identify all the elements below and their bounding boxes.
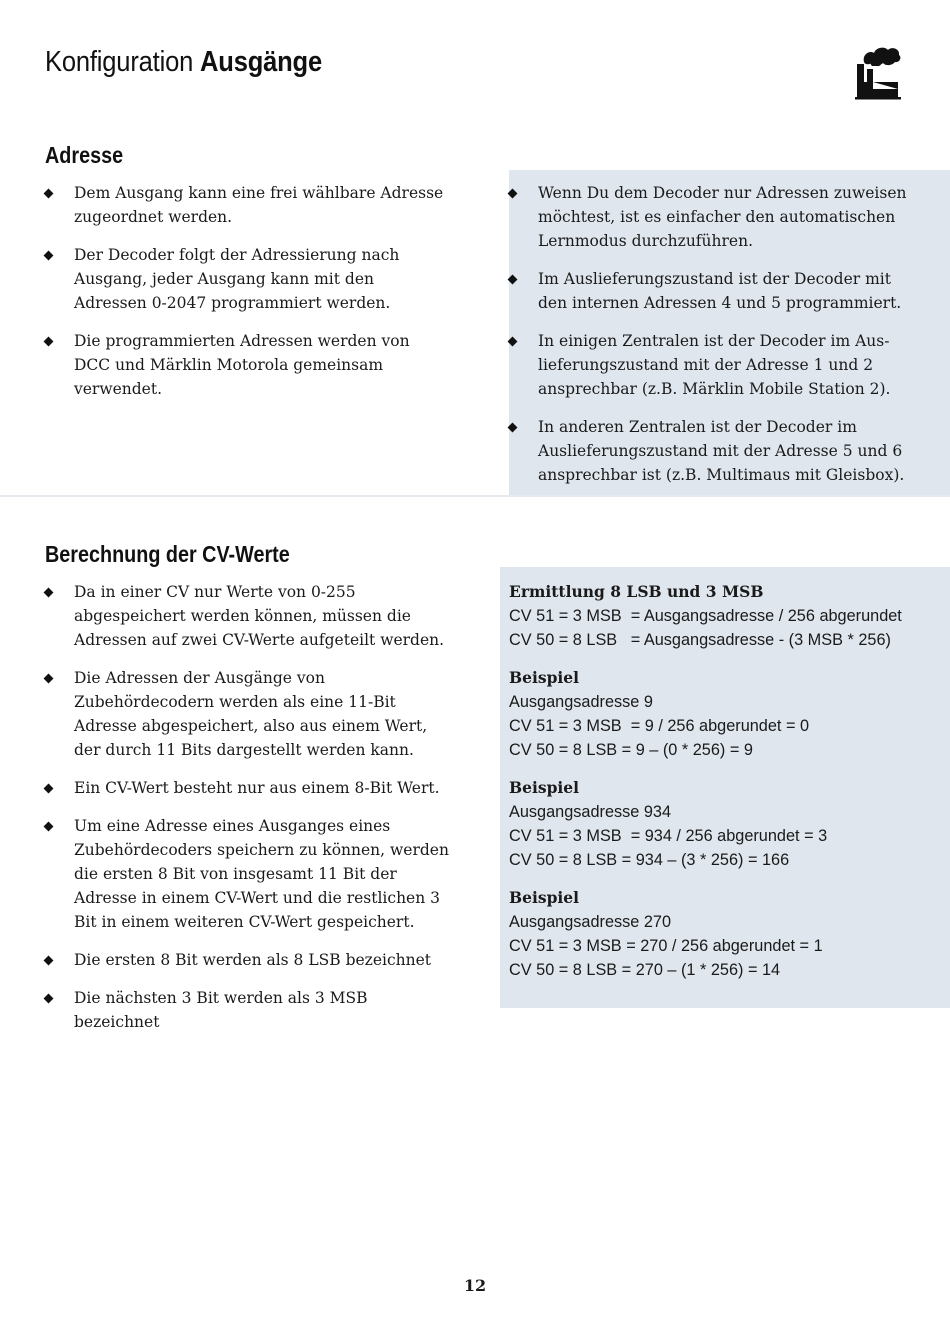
calc-line: CV 50 = 8 LSB = 934 – (3 * 256) = 166 — [509, 851, 790, 869]
calc-line: CV 50 = 8 LSB = 9 – (0 * 256) = 9 — [509, 741, 753, 759]
calc-line: Ausgangsadresse 9 — [509, 693, 653, 711]
calc-line: CV 51 = 3 MSB = Ausgangsadresse / 256 abgerundet — [509, 607, 902, 625]
list-item: In anderen Zentralen ist der Decoder im Auslieferungszustand mit der Adresse 5 und 6 ansprechbar ist (z.B. Multimaus mit Gleisbox). — [509, 415, 909, 487]
calc-line: CV 50 = 8 LSB = Ausgangsadresse - (3 MSB * 256) — [509, 631, 891, 649]
list-item: Der Decoder folgt der Adressierung nach Ausgang, jeder Ausgang kann mit den Adressen 0-2047 programmiert werden. — [45, 243, 450, 315]
list-item: Im Auslieferungszustand ist der Decoder mit den internen Adressen 4 und 5 programmiert. — [509, 267, 909, 315]
section-heading-berechnung: Berechnung der CV-Werte — [45, 541, 290, 567]
page-number: 12 — [463, 1276, 487, 1295]
diamond-bullet-icon — [508, 423, 518, 433]
diamond-bullet-icon — [44, 674, 54, 684]
calc-line: CV 51 = 3 MSB = 270 / 256 abgerundet = 1 — [509, 937, 823, 955]
calc-line: Ausgangsadresse 934 — [509, 803, 672, 821]
calc-block-heading: Ermittlung 8 LSB und 3 MSB — [509, 582, 764, 601]
calculation-content — [509, 580, 939, 996]
list-item: Ein CV-Wert besteht nur aus einem 8-Bit Wert. — [45, 776, 450, 800]
calc-block-heading: Beispiel — [509, 778, 580, 797]
diamond-bullet-icon — [508, 337, 518, 347]
list-item: Die ersten 8 Bit werden als 8 LSB bezeichnet — [45, 948, 450, 972]
calc-block-heading: Beispiel — [509, 668, 580, 687]
diamond-bullet-icon — [44, 588, 54, 598]
adresse-right-list — [509, 181, 909, 501]
page-title — [45, 46, 322, 79]
diamond-bullet-icon — [44, 822, 54, 832]
list-item: Da in einer CV nur Werte von 0-255 abgespeichert werden können, müssen die Adressen auf zwei CV-Werte aufgeteilt werden. — [45, 580, 450, 652]
title-regular: Konfiguration — [45, 46, 194, 78]
title-bold: Ausgänge — [200, 46, 322, 78]
list-item: Um eine Adresse eines Ausganges eines Zubehördecoders speichern zu können, werden die ersten 8 Bit von insgesamt 11 Bit der Adresse in einem CV-Wert und die restlichen 3 Bit in einem weiteren CV-Wert gespeichert. — [45, 814, 450, 934]
calc-block-example-934 — [509, 776, 939, 872]
berechnung-left-list — [45, 580, 450, 1048]
calc-line: CV 51 = 3 MSB = 9 / 256 abgerundet = 0 — [509, 717, 810, 735]
list-item: Die programmierten Adressen werden von DCC und Märklin Motorola gemeinsam verwendet. — [45, 329, 450, 401]
diamond-bullet-icon — [44, 784, 54, 794]
diamond-bullet-icon — [508, 189, 518, 199]
calc-line: CV 51 = 3 MSB = 934 / 256 abgerundet = 3 — [509, 827, 828, 845]
list-item: Die nächsten 3 Bit werden als 3 MSB bezeichnet — [45, 986, 450, 1034]
diamond-bullet-icon — [44, 251, 54, 261]
adresse-left-list — [45, 181, 450, 415]
diamond-bullet-icon — [44, 956, 54, 966]
factory-icon — [852, 44, 902, 100]
calc-block-formula — [509, 580, 939, 652]
calc-line: Ausgangsadresse 270 — [509, 913, 672, 931]
section-divider — [0, 495, 950, 497]
calc-block-example-270 — [509, 886, 939, 982]
diamond-bullet-icon — [44, 337, 54, 347]
list-item: Dem Ausgang kann eine frei wählbare Adresse zugeordnet werden. — [45, 181, 450, 229]
diamond-bullet-icon — [44, 189, 54, 199]
calc-block-example-9 — [509, 666, 939, 762]
diamond-bullet-icon — [508, 275, 518, 285]
list-item: Wenn Du dem Decoder nur Adressen zuweisen möchtest, ist es einfacher den automatischen Lernmodus durchzuführen. — [509, 181, 909, 253]
calc-line: CV 50 = 8 LSB = 270 – (1 * 256) = 14 — [509, 961, 781, 979]
diamond-bullet-icon — [44, 994, 54, 1004]
list-item: In einigen Zentralen ist der Decoder im Aus-lieferungszustand mit der Adresse 1 und 2 ansprechbar (z.B. Märklin Mobile Station 2). — [509, 329, 909, 401]
calc-block-heading: Beispiel — [509, 888, 580, 907]
section-heading-adresse: Adresse — [45, 142, 124, 168]
list-item: Die Adressen der Ausgänge von Zubehördecodern werden als eine 11-Bit Adresse abgespeichert, also aus einem Wert, der durch 11 Bits dargestellt werden kann. — [45, 666, 450, 762]
